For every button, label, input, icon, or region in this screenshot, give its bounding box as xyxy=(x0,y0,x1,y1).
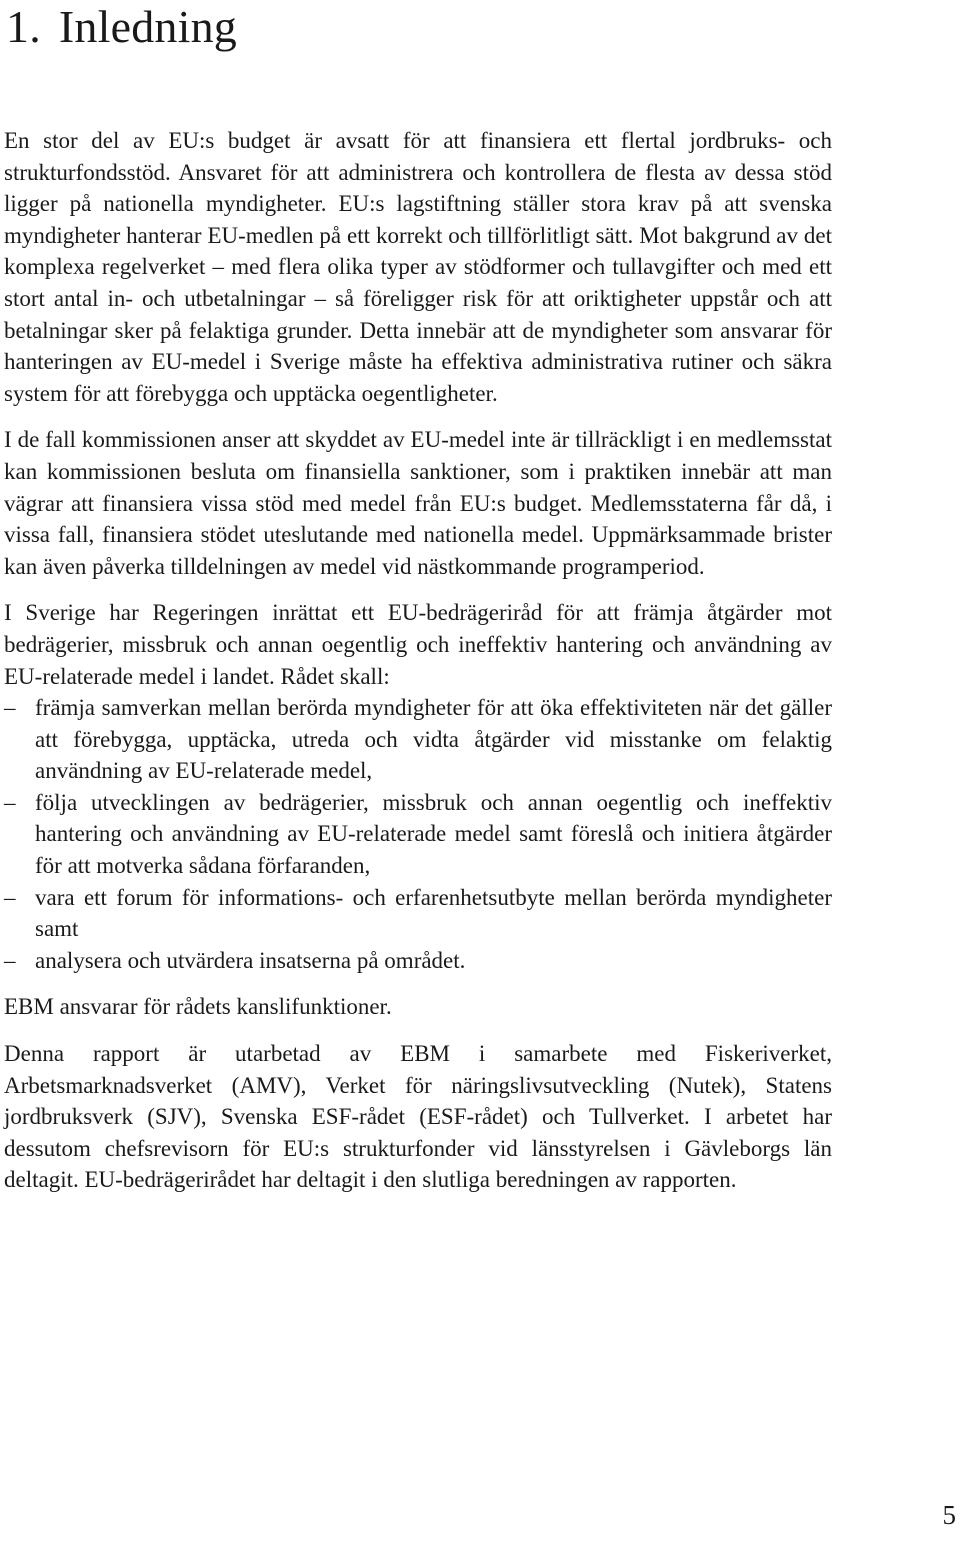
paragraph-ebm: EBM ansvarar för rådets kanslifunktioner. xyxy=(4,994,392,1020)
paragraph-sanctions: I de fall kommissionen anser att skyddet av EU-medel inte är tillräckligt i en medlemsstat kan kommissionen besluta om finansiella sanktioner, som i praktiken innebär att man vägrar att finansiera vissa stöd med medel från EU:s budget. Medlemsstaterna får då, i vissa fall, finansiera stödet uteslutande med nationella medel. Uppmärksammade brister kan även påverka tilldelningen av medel vid nästkommande programperiod. xyxy=(4,427,832,579)
paragraph-council: I Sverige har Regeringen inrättat ett EU-bedrägeriråd för att främja åtgärder mot bedrägerier, missbruk och annan oegentlig och ineffektiv hantering och användning av EU-relaterade medel i landet. Rådet skall: xyxy=(4,600,832,689)
list-item xyxy=(4,945,832,977)
page-number: 5 xyxy=(942,1500,956,1530)
list-item xyxy=(4,692,832,787)
council-task-list xyxy=(4,692,832,976)
list-item xyxy=(4,882,832,945)
list-item-text: främja samverkan mellan berörda myndigheter för att öka effektiviteten när det gäller att förebygga, upptäcka, utreda och vidta åtgärder vid misstanke om felaktig användning av EU-relaterade medel, xyxy=(35,695,832,784)
list-dash: – xyxy=(4,789,16,815)
list-item-text: vara ett forum för informations- och erfarenhetsutbyte mellan berörda myndigheter samt xyxy=(35,884,832,942)
list-dash: – xyxy=(4,695,16,721)
list-item-text: analysera och utvärdera insatserna på området. xyxy=(35,947,466,973)
list-item-text: följa utvecklingen av bedrägerier, missbruk och annan oegentlig och ineffektiv hantering och användning av EU-relaterade medel samt föreslå och initiera åtgärder för att motverka sådana förfaranden, xyxy=(35,789,832,879)
body-text xyxy=(4,125,832,1211)
paragraph-intro: En stor del av EU:s budget är avsatt för att finansiera ett flertal jordbruks- och strukturfondsstöd. Ansvaret för att administrera och kontrollera de flesta av dessa stöd ligger på nationella myndigheter. EU:s lagstiftning ställer stora krav på att svenska myndigheter hanterar EU-medlen på ett korrekt och tillförlitligt sätt. Mot bakgrund av det komplexa regelverket – med flera olika typer av stödformer och tullavgifter och med ett stort antal in- och utbetalningar – så föreligger risk för att oriktigheter uppstår och att betalningar sker på felaktiga grunder. Detta innebär att de myndigheter som ansvarar för hanteringen av EU-medel i Sverige måste ha effektiva administrativa rutiner och säkra system för att förebygga och upptäcka oegentligheter. xyxy=(4,128,832,406)
chapter-heading xyxy=(6,0,237,54)
chapter-number: 1. xyxy=(6,1,41,52)
paragraph-report: Denna rapport är utarbetad av EBM i samarbete med Fiskeriverket, Arbetsmarknadsverket (AMV), Verket för näringslivsutveckling (Nutek), Statens jordbruksverk (SJV), Svenska ESF-rådet (ESF-rådet) och Tullverket. I arbetet har dessutom chefsrevisorn för EU:s strukturfonder vid länsstyrelsen i Gävleborgs län deltagit. EU-bedrägerirådet har deltagit i den slutliga beredningen av rapporten. xyxy=(4,1041,832,1193)
chapter-title: Inledning xyxy=(58,1,238,52)
list-dash: – xyxy=(4,884,16,910)
list-item xyxy=(4,787,832,882)
list-dash: – xyxy=(4,947,16,973)
